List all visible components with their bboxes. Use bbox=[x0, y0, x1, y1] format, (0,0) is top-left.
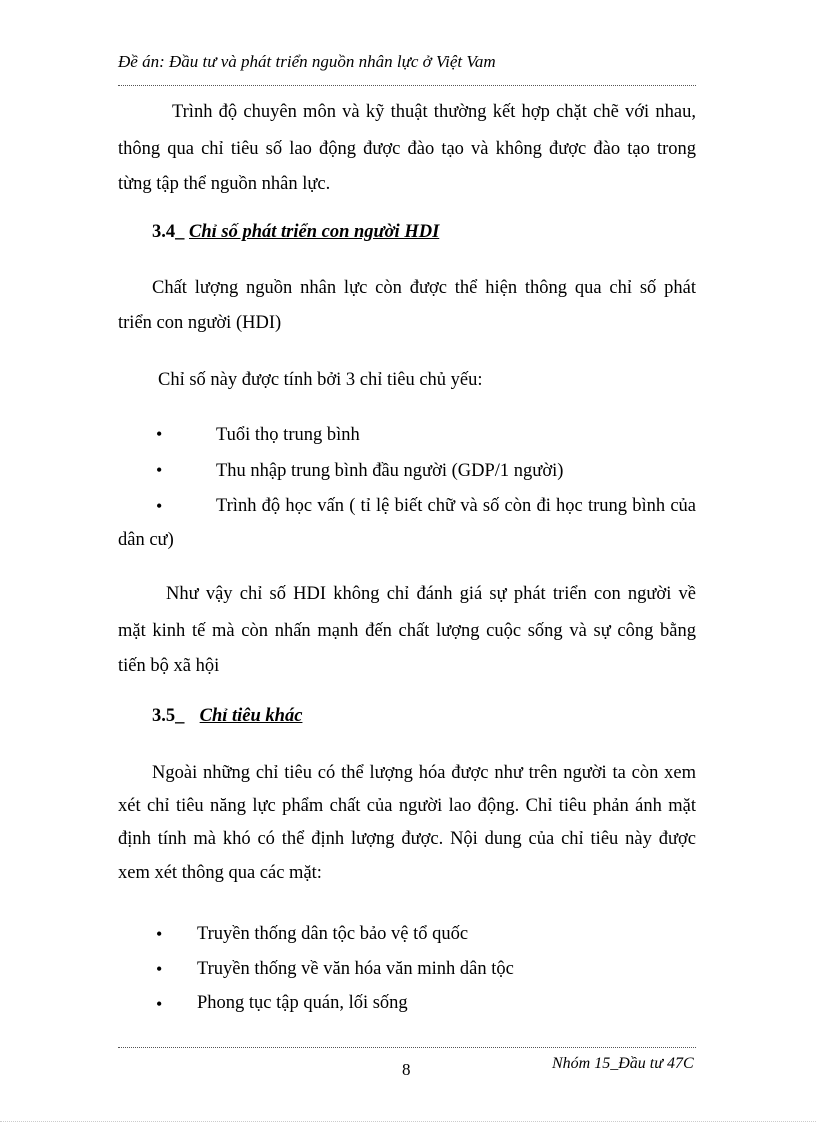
section-3-4-heading bbox=[152, 222, 439, 243]
bottom-divider bbox=[0, 1121, 816, 1122]
intro-line-3: từng tập thể nguồn nhân lực. bbox=[118, 174, 331, 194]
bullet-dot: • bbox=[156, 424, 163, 444]
header-divider bbox=[118, 85, 696, 86]
section-3-4-lead: Chỉ số này được tính bởi 3 chỉ tiêu chủ yếu: bbox=[158, 370, 483, 390]
page-number: 8 bbox=[402, 1060, 411, 1079]
footer-note: Nhóm 15_Đầu tư 47C bbox=[552, 1055, 694, 1072]
section-3-4-paragraph-line-1: Chất lượng nguồn nhân lực còn được thể hiện thông qua chỉ số phát bbox=[152, 278, 696, 298]
section-3-4-conclusion-line-3: tiến bộ xã hội bbox=[118, 656, 220, 676]
bullet-dot: • bbox=[156, 959, 163, 979]
section-3-5-number: 3.5_ bbox=[152, 706, 185, 726]
section-3-5-paragraph-line-2: xét chỉ tiêu năng lực phẩm chất của người lao động. Chỉ tiêu phản ánh mặt bbox=[118, 796, 696, 816]
intro-line-1: Trình độ chuyên môn và kỹ thuật thường kết hợp chặt chẽ với nhau, bbox=[172, 102, 696, 122]
section-3-4-conclusion-line-1: Như vậy chỉ số HDI không chỉ đánh giá sự phát triển con người về bbox=[166, 584, 696, 604]
section-3-5-title: Chỉ tiêu khác bbox=[199, 706, 303, 726]
section-3-4-title: Chỉ số phát triển con người HDI bbox=[189, 222, 440, 242]
section-3-5-bullet-3: Phong tục tập quán, lối sống bbox=[197, 993, 408, 1013]
section-3-4-bullet-1: Tuổi thọ trung bình bbox=[216, 425, 360, 445]
bullet-dot: • bbox=[156, 496, 163, 516]
section-3-4-conclusion-line-2: mặt kinh tế mà còn nhấn mạnh đến chất lượng cuộc sống và sự công bằng bbox=[118, 621, 696, 641]
section-3-4-bullet-continuation: dân cư) bbox=[118, 530, 174, 550]
section-3-5-paragraph-line-4: xem xét thông qua các mặt: bbox=[118, 863, 322, 883]
footer-divider bbox=[118, 1047, 696, 1048]
section-3-4-bullet-3: Trình độ học vấn ( tỉ lệ biết chữ và số còn đi học trung bình của bbox=[216, 496, 696, 516]
bullet-dot: • bbox=[156, 994, 163, 1014]
section-3-4-bullet-2: Thu nhập trung bình đầu người (GDP/1 người) bbox=[216, 461, 564, 481]
section-3-4-number: 3.4_ bbox=[152, 222, 185, 242]
section-3-5-bullet-2: Truyền thống về văn hóa văn minh dân tộc bbox=[197, 959, 514, 979]
section-3-5-heading bbox=[152, 706, 302, 727]
intro-line-2: thông qua chỉ tiêu số lao động được đào tạo và không được đào tạo trong bbox=[118, 139, 696, 159]
bullet-dot: • bbox=[156, 460, 163, 480]
section-3-5-bullet-1: Truyền thống dân tộc bảo vệ tổ quốc bbox=[197, 924, 469, 944]
section-3-5-paragraph-line-3: định tính mà khó có thể định lượng được. Nội dung của chỉ tiêu này được bbox=[118, 829, 696, 849]
header-title: Đề án: Đầu tư và phát triển nguồn nhân lực ở Việt Vam bbox=[118, 52, 496, 71]
section-3-4-paragraph-line-2: triển con người (HDI) bbox=[118, 313, 282, 333]
section-3-5-paragraph-line-1: Ngoài những chỉ tiêu có thể lượng hóa được như trên người ta còn xem bbox=[152, 763, 696, 783]
bullet-dot: • bbox=[156, 924, 163, 944]
